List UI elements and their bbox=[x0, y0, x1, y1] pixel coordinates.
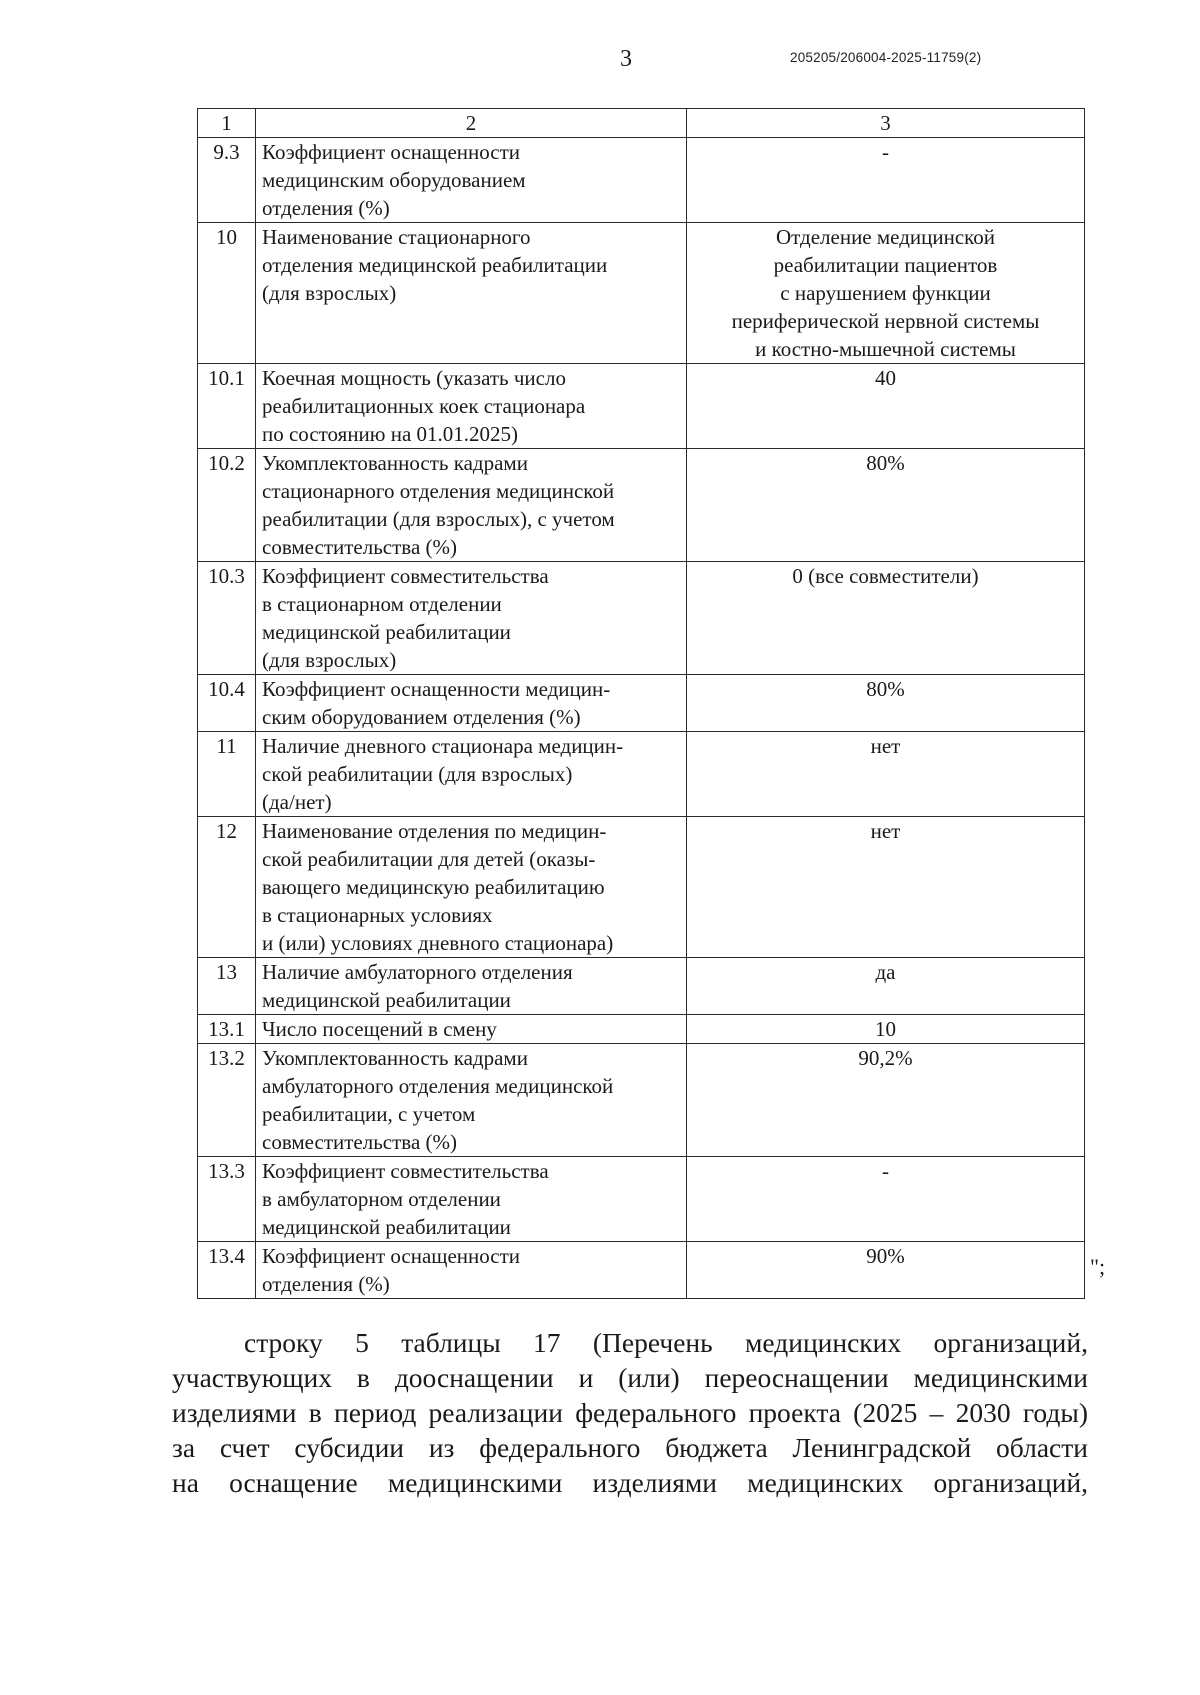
indicator-name-line: и (или) условиях дневного стационара) bbox=[262, 931, 614, 955]
row-number: 13.1 bbox=[198, 1015, 256, 1044]
indicator-name bbox=[256, 364, 687, 449]
indicator-value-line: - bbox=[882, 140, 889, 164]
indicator-value bbox=[687, 138, 1085, 223]
indicator-value-line: 40 bbox=[875, 366, 896, 390]
row-number: 13.2 bbox=[198, 1044, 256, 1157]
header-cell-3: 3 bbox=[687, 109, 1085, 138]
table-row bbox=[198, 675, 1085, 732]
indicator-name bbox=[256, 958, 687, 1015]
table-header-row bbox=[198, 109, 1085, 138]
indicator-value-line: нет bbox=[870, 734, 901, 758]
row-number: 13.4 bbox=[198, 1242, 256, 1299]
indicator-name-line: Коэффициент оснащенности bbox=[262, 1244, 521, 1268]
indicator-value bbox=[687, 449, 1085, 562]
indicator-value-line: реабилитации пациентов bbox=[773, 253, 998, 277]
row-number: 10 bbox=[198, 223, 256, 364]
indicator-name-line: медицинской реабилитации bbox=[262, 1215, 511, 1239]
indicator-value-line: 0 (все совместители) bbox=[792, 564, 979, 588]
indicator-name bbox=[256, 1044, 687, 1157]
indicator-value bbox=[687, 675, 1085, 732]
indicator-name-line: Коэффициент совместительства bbox=[262, 1159, 549, 1183]
indicator-value bbox=[687, 1044, 1085, 1157]
indicator-name-line: в стационарном отделении bbox=[262, 592, 502, 616]
indicator-value-line: - bbox=[882, 1159, 889, 1183]
table-row bbox=[198, 1044, 1085, 1157]
indicator-name-line: реабилитационных коек стационара bbox=[262, 394, 586, 418]
row-number: 13 bbox=[198, 958, 256, 1015]
indicator-name-line: совместительства (%) bbox=[262, 1130, 457, 1154]
body-line: на оснащение медицинскими изделиями медицинских организаций, bbox=[172, 1467, 1088, 1498]
indicator-value-line: 90% bbox=[866, 1244, 905, 1268]
indicator-name bbox=[256, 449, 687, 562]
data-table bbox=[197, 108, 1085, 1299]
row-number: 11 bbox=[198, 732, 256, 817]
indicator-name bbox=[256, 223, 687, 364]
indicator-name bbox=[256, 562, 687, 675]
indicator-name-line: ским оборудованием отделения (%) bbox=[262, 705, 581, 729]
indicator-name bbox=[256, 1015, 687, 1044]
body-line: участвующих в дооснащении и (или) переоснащении медицинскими bbox=[172, 1362, 1088, 1393]
body-line: изделиями в период реализации федерального проекта (2025 – 2030 годы) bbox=[172, 1397, 1088, 1428]
indicator-value-line: Отделение медицинской bbox=[775, 225, 996, 249]
indicator-value-line: 80% bbox=[866, 451, 905, 475]
indicator-name-line: Укомплектованность кадрами bbox=[262, 451, 528, 475]
indicator-value bbox=[687, 1242, 1085, 1299]
indicator-name-line: по состоянию на 01.01.2025) bbox=[262, 422, 519, 446]
indicator-name-line: амбулаторного отделения медицинской bbox=[262, 1074, 614, 1098]
indicator-value bbox=[687, 817, 1085, 958]
indicator-name-line: Наименование стационарного bbox=[262, 225, 531, 249]
indicator-name-line: в стационарных условиях bbox=[262, 903, 493, 927]
indicator-name-line: совместительства (%) bbox=[262, 535, 457, 559]
body-line: строку 5 таблицы 17 (Перечень медицинских организаций, bbox=[244, 1327, 1088, 1358]
indicator-name-line: реабилитации (для взрослых), с учетом bbox=[262, 507, 615, 531]
closing-quote: "; bbox=[1090, 1254, 1106, 1279]
row-number: 10.4 bbox=[198, 675, 256, 732]
table-row bbox=[198, 817, 1085, 958]
indicator-name-line: (да/нет) bbox=[262, 790, 332, 814]
indicator-name-line: стационарного отделения медицинской bbox=[262, 479, 615, 503]
indicator-name-line: в амбулаторном отделении bbox=[262, 1187, 501, 1211]
indicator-value bbox=[687, 1015, 1085, 1044]
indicator-name-line: Число посещений в смену bbox=[262, 1017, 497, 1041]
header-cell-1: 1 bbox=[198, 109, 256, 138]
indicator-name-line: вающего медицинскую реабилитацию bbox=[262, 875, 605, 899]
table-row bbox=[198, 562, 1085, 675]
indicator-name-line: Коэффициент оснащенности bbox=[262, 140, 521, 164]
table-row bbox=[198, 732, 1085, 817]
header-cell-2: 2 bbox=[256, 109, 687, 138]
indicator-value-line: и костно-мышечной системы bbox=[755, 337, 1016, 361]
indicator-name-line: Коэффициент оснащенности медицин- bbox=[262, 677, 611, 701]
indicator-value bbox=[687, 223, 1085, 364]
indicator-name-line: отделения медицинской реабилитации bbox=[262, 253, 608, 277]
table-row bbox=[198, 958, 1085, 1015]
indicator-name-line: медицинской реабилитации bbox=[262, 988, 511, 1012]
indicator-value bbox=[687, 364, 1085, 449]
indicator-name bbox=[256, 1242, 687, 1299]
indicator-name-line: отделения (%) bbox=[262, 196, 390, 220]
indicator-name-line: Укомплектованность кадрами bbox=[262, 1046, 528, 1070]
indicator-value bbox=[687, 1157, 1085, 1242]
indicator-value bbox=[687, 958, 1085, 1015]
indicator-name-line: Коечная мощность (указать число bbox=[262, 366, 566, 390]
row-number: 10.2 bbox=[198, 449, 256, 562]
indicator-name-line: (для взрослых) bbox=[262, 648, 397, 672]
indicator-name-line: Наличие амбулаторного отделения bbox=[262, 960, 573, 984]
row-number: 13.3 bbox=[198, 1157, 256, 1242]
indicator-name-line: Коэффициент совместительства bbox=[262, 564, 549, 588]
body-paragraph bbox=[172, 1325, 1088, 1500]
indicator-name-line: Наличие дневного стационара медицин- bbox=[262, 734, 624, 758]
indicator-name bbox=[256, 675, 687, 732]
indicator-name-line: ской реабилитации для детей (оказы- bbox=[262, 847, 596, 871]
indicator-value-line: 10 bbox=[875, 1017, 896, 1041]
row-number: 9.3 bbox=[198, 138, 256, 223]
indicator-name-line bbox=[262, 307, 680, 335]
indicator-name-line: медицинским оборудованием bbox=[262, 168, 526, 192]
page-number: 3 bbox=[620, 46, 632, 72]
indicator-name bbox=[256, 1157, 687, 1242]
indicator-value bbox=[687, 732, 1085, 817]
indicator-value-line: нет bbox=[870, 819, 901, 843]
document-id: 205205/206004-2025-11759(2) bbox=[790, 50, 982, 65]
indicator-name-line: медицинской реабилитации bbox=[262, 620, 511, 644]
indicator-name-line: реабилитации, с учетом bbox=[262, 1102, 476, 1126]
table-row bbox=[198, 449, 1085, 562]
table-row bbox=[198, 1242, 1085, 1299]
table-row bbox=[198, 1157, 1085, 1242]
indicator-name-line: Наименование отделения по медицин- bbox=[262, 819, 607, 843]
indicator-name bbox=[256, 138, 687, 223]
table-row bbox=[198, 223, 1085, 364]
table-row bbox=[198, 138, 1085, 223]
row-number: 10.1 bbox=[198, 364, 256, 449]
indicator-value bbox=[687, 562, 1085, 675]
indicator-name bbox=[256, 732, 687, 817]
indicator-name-line: ской реабилитации (для взрослых) bbox=[262, 762, 573, 786]
body-line: за счет субсидии из федерального бюджета Ленинградской области bbox=[172, 1432, 1088, 1463]
indicator-name bbox=[256, 817, 687, 958]
indicator-name-line: отделения (%) bbox=[262, 1272, 390, 1296]
indicator-name-line bbox=[262, 335, 680, 363]
indicator-value-line: 90,2% bbox=[858, 1046, 913, 1070]
indicator-value-line: да bbox=[875, 960, 896, 984]
row-number: 12 bbox=[198, 817, 256, 958]
indicator-value-line: 80% bbox=[866, 677, 905, 701]
table-row bbox=[198, 364, 1085, 449]
indicator-value-line: периферической нервной системы bbox=[731, 309, 1040, 333]
row-number: 10.3 bbox=[198, 562, 256, 675]
indicator-name-line: (для взрослых) bbox=[262, 281, 397, 305]
indicator-value-line: с нарушением функции bbox=[780, 281, 991, 305]
table-row bbox=[198, 1015, 1085, 1044]
